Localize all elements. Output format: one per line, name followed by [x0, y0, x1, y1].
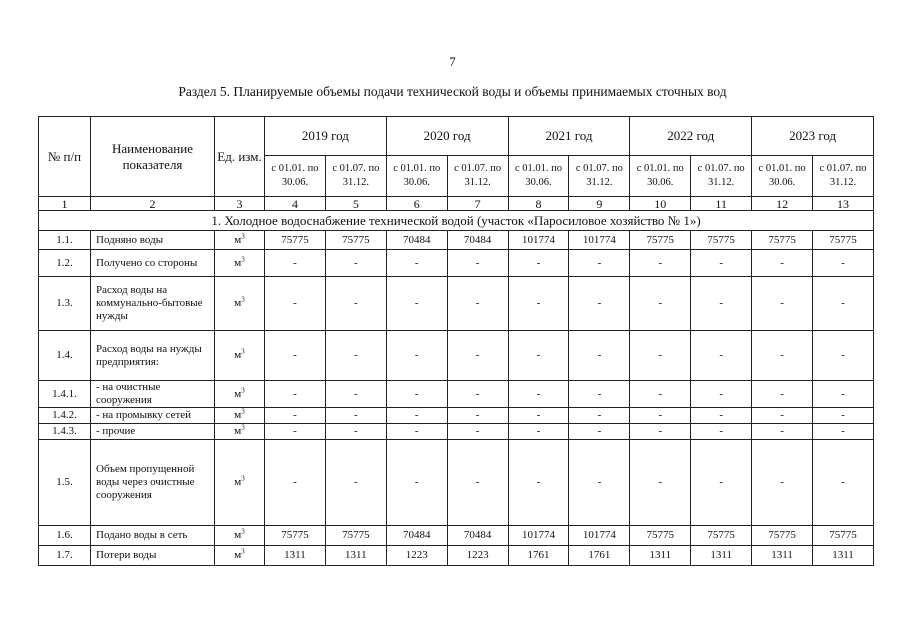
row-value: 75775 [630, 231, 691, 250]
unit-base: м [234, 425, 242, 437]
row-name: Расход воды на нужды предприятия: [91, 331, 215, 381]
row-value: - [630, 440, 691, 526]
row-value: 1761 [569, 546, 630, 566]
unit-base: м [234, 233, 242, 246]
row-value: - [508, 277, 569, 331]
row-value: - [691, 408, 752, 424]
header-year: 2023 год [752, 117, 874, 156]
row-value: 1311 [265, 546, 326, 566]
row-name: Потери воды [91, 546, 215, 566]
row-unit [215, 331, 265, 381]
row-value: - [813, 250, 874, 277]
column-number: 1 [39, 197, 91, 211]
row-name: Получено со стороны [91, 250, 215, 277]
row-value: - [386, 331, 447, 381]
unit-base: м [234, 349, 242, 361]
section-title: Раздел 5. Планируемые объемы подачи технической воды и объемы принимаемых сточных вод [178, 84, 727, 99]
row-value: 1311 [752, 546, 813, 566]
column-number: 4 [265, 197, 326, 211]
row-value: - [325, 424, 386, 440]
row-value: - [447, 277, 508, 331]
row-value: - [813, 277, 874, 331]
column-number: 10 [630, 197, 691, 211]
row-value: - [752, 424, 813, 440]
unit-base: м [234, 256, 242, 269]
header-year: 2020 год [386, 117, 508, 156]
row-value: - [813, 440, 874, 526]
column-number: 8 [508, 197, 569, 211]
row-value: - [508, 250, 569, 277]
row-value: 1311 [813, 546, 874, 566]
page-number: 7 [449, 54, 456, 69]
row-number: 1.2. [39, 250, 91, 277]
unit-base: м [234, 297, 242, 309]
row-value: - [265, 440, 326, 526]
header-period-second-half: с 01.07. по 31.12. [447, 156, 508, 197]
row-number: 1.6. [39, 526, 91, 546]
unit-base: м [234, 549, 242, 561]
row-value: - [265, 424, 326, 440]
row-value: - [325, 440, 386, 526]
row-name: - прочие [91, 424, 215, 440]
unit-power: 3 [241, 295, 245, 304]
row-value: - [630, 408, 691, 424]
row-value: - [569, 250, 630, 277]
column-number: 9 [569, 197, 630, 211]
row-value: - [752, 331, 813, 381]
row-name: - на очистные сооружения [91, 381, 215, 408]
unit-power: 3 [241, 547, 245, 556]
row-value: - [447, 381, 508, 408]
row-value: - [325, 408, 386, 424]
table-row [39, 408, 874, 424]
row-value: - [447, 424, 508, 440]
row-value: - [569, 424, 630, 440]
column-number: 5 [325, 197, 386, 211]
row-value: 70484 [447, 231, 508, 250]
row-name: Расход воды на коммунально-бытовые нужды [91, 277, 215, 331]
row-value: - [691, 331, 752, 381]
row-number: 1.3. [39, 277, 91, 331]
row-value: 1761 [508, 546, 569, 566]
row-value: 101774 [569, 526, 630, 546]
row-number: 1.7. [39, 546, 91, 566]
row-value: 75775 [691, 231, 752, 250]
row-value: - [508, 331, 569, 381]
row-value: - [691, 381, 752, 408]
unit-base: м [234, 529, 242, 541]
row-value: 75775 [325, 231, 386, 250]
row-value: 1311 [630, 546, 691, 566]
unit-base: м [234, 387, 242, 400]
row-value: - [508, 424, 569, 440]
row-value: 75775 [752, 231, 813, 250]
table-row [39, 231, 874, 250]
row-value: - [691, 440, 752, 526]
row-unit [215, 381, 265, 408]
row-value: - [752, 381, 813, 408]
unit-base: м [234, 476, 242, 488]
row-value: - [265, 381, 326, 408]
header-period-first-half: с 01.01. по 30.06. [752, 156, 813, 197]
row-value: - [508, 381, 569, 408]
row-value: - [630, 381, 691, 408]
row-value: - [630, 424, 691, 440]
row-number: 1.1. [39, 231, 91, 250]
header-period-second-half: с 01.07. по 31.12. [691, 156, 752, 197]
section-heading: 1. Холодное водоснабжение технической водой (участок «Паросиловое хозяйство № 1») [39, 211, 874, 231]
row-unit [215, 440, 265, 526]
row-value: - [386, 408, 447, 424]
row-value: - [447, 440, 508, 526]
row-value: - [265, 250, 326, 277]
table-row [39, 546, 874, 566]
row-value: 75775 [325, 526, 386, 546]
row-unit [215, 231, 265, 250]
row-value: - [447, 331, 508, 381]
header-period-first-half: с 01.01. по 30.06. [508, 156, 569, 197]
table-row [39, 440, 874, 526]
row-value: 70484 [386, 526, 447, 546]
row-value: - [630, 250, 691, 277]
row-value: - [447, 408, 508, 424]
row-name: Объем пропущенной воды через очистные сооружения [91, 440, 215, 526]
row-value: - [386, 250, 447, 277]
table-row [39, 381, 874, 408]
row-name: - на промывку сетей [91, 408, 215, 424]
row-unit [215, 546, 265, 566]
header-num: № п/п [39, 117, 91, 197]
row-unit [215, 250, 265, 277]
header-year: 2021 год [508, 117, 630, 156]
unit-base: м [234, 409, 242, 421]
header-period-first-half: с 01.01. по 30.06. [265, 156, 326, 197]
row-value: 1311 [691, 546, 752, 566]
row-value: 101774 [508, 231, 569, 250]
row-value: - [752, 440, 813, 526]
row-value: - [325, 331, 386, 381]
row-value: - [265, 277, 326, 331]
row-value: - [691, 424, 752, 440]
row-name: Подано воды в сеть [91, 526, 215, 546]
row-value: - [630, 277, 691, 331]
row-value: - [569, 331, 630, 381]
header-name: Наименование показателя [91, 117, 215, 197]
row-unit [215, 408, 265, 424]
column-number: 11 [691, 197, 752, 211]
unit-power: 3 [241, 407, 245, 416]
row-unit [215, 526, 265, 546]
column-number: 12 [752, 197, 813, 211]
row-value: - [813, 331, 874, 381]
column-number: 7 [447, 197, 508, 211]
table-row [39, 424, 874, 440]
row-value: - [386, 424, 447, 440]
row-value: 75775 [691, 526, 752, 546]
row-number: 1.4.2. [39, 408, 91, 424]
row-value: 1223 [447, 546, 508, 566]
unit-power: 3 [241, 474, 245, 483]
header-unit: Ед. изм. [215, 117, 265, 197]
row-value: 1311 [325, 546, 386, 566]
row-value: - [447, 250, 508, 277]
row-value: - [813, 424, 874, 440]
row-value: - [752, 408, 813, 424]
header-period-second-half: с 01.07. по 31.12. [569, 156, 630, 197]
row-value: 70484 [386, 231, 447, 250]
row-value: - [508, 440, 569, 526]
row-value: - [752, 277, 813, 331]
column-number: 2 [91, 197, 215, 211]
row-value: - [325, 381, 386, 408]
row-value: 75775 [630, 526, 691, 546]
header-year: 2022 год [630, 117, 752, 156]
water-volume-table [38, 116, 874, 566]
row-value: - [813, 408, 874, 424]
row-value: 101774 [569, 231, 630, 250]
row-value: - [265, 331, 326, 381]
row-value: - [508, 408, 569, 424]
row-value: - [386, 277, 447, 331]
header-period-first-half: с 01.01. по 30.06. [386, 156, 447, 197]
unit-power: 3 [241, 231, 245, 240]
column-number: 6 [386, 197, 447, 211]
row-value: - [325, 277, 386, 331]
header-period-second-half: с 01.07. по 31.12. [813, 156, 874, 197]
header-period-first-half: с 01.01. по 30.06. [630, 156, 691, 197]
row-value: 70484 [447, 526, 508, 546]
row-value: - [691, 250, 752, 277]
row-value: - [813, 381, 874, 408]
table-row [39, 250, 874, 277]
unit-power: 3 [241, 527, 245, 536]
row-value: - [386, 440, 447, 526]
row-value: - [752, 250, 813, 277]
row-number: 1.5. [39, 440, 91, 526]
header-year: 2019 год [265, 117, 387, 156]
row-unit [215, 424, 265, 440]
unit-power: 3 [241, 254, 245, 263]
row-value: 75775 [265, 526, 326, 546]
row-value: - [325, 250, 386, 277]
row-unit [215, 277, 265, 331]
row-value: - [569, 277, 630, 331]
column-number: 3 [215, 197, 265, 211]
table-row [39, 277, 874, 331]
column-number: 13 [813, 197, 874, 211]
row-value: 75775 [752, 526, 813, 546]
row-value: - [569, 408, 630, 424]
row-value: - [569, 440, 630, 526]
row-value: 75775 [813, 526, 874, 546]
row-value: 1223 [386, 546, 447, 566]
unit-power: 3 [241, 423, 245, 432]
row-value: - [691, 277, 752, 331]
header-period-second-half: с 01.07. по 31.12. [325, 156, 386, 197]
row-value: - [386, 381, 447, 408]
row-value: - [630, 331, 691, 381]
row-value: - [265, 408, 326, 424]
table-row [39, 331, 874, 381]
table-row [39, 526, 874, 546]
unit-power: 3 [241, 347, 245, 356]
unit-power: 3 [241, 385, 245, 394]
row-number: 1.4. [39, 331, 91, 381]
row-value: - [569, 381, 630, 408]
row-number: 1.4.1. [39, 381, 91, 408]
row-value: 75775 [265, 231, 326, 250]
row-value: 101774 [508, 526, 569, 546]
row-name: Подняно воды [91, 231, 215, 250]
row-number: 1.4.3. [39, 424, 91, 440]
row-value: 75775 [813, 231, 874, 250]
